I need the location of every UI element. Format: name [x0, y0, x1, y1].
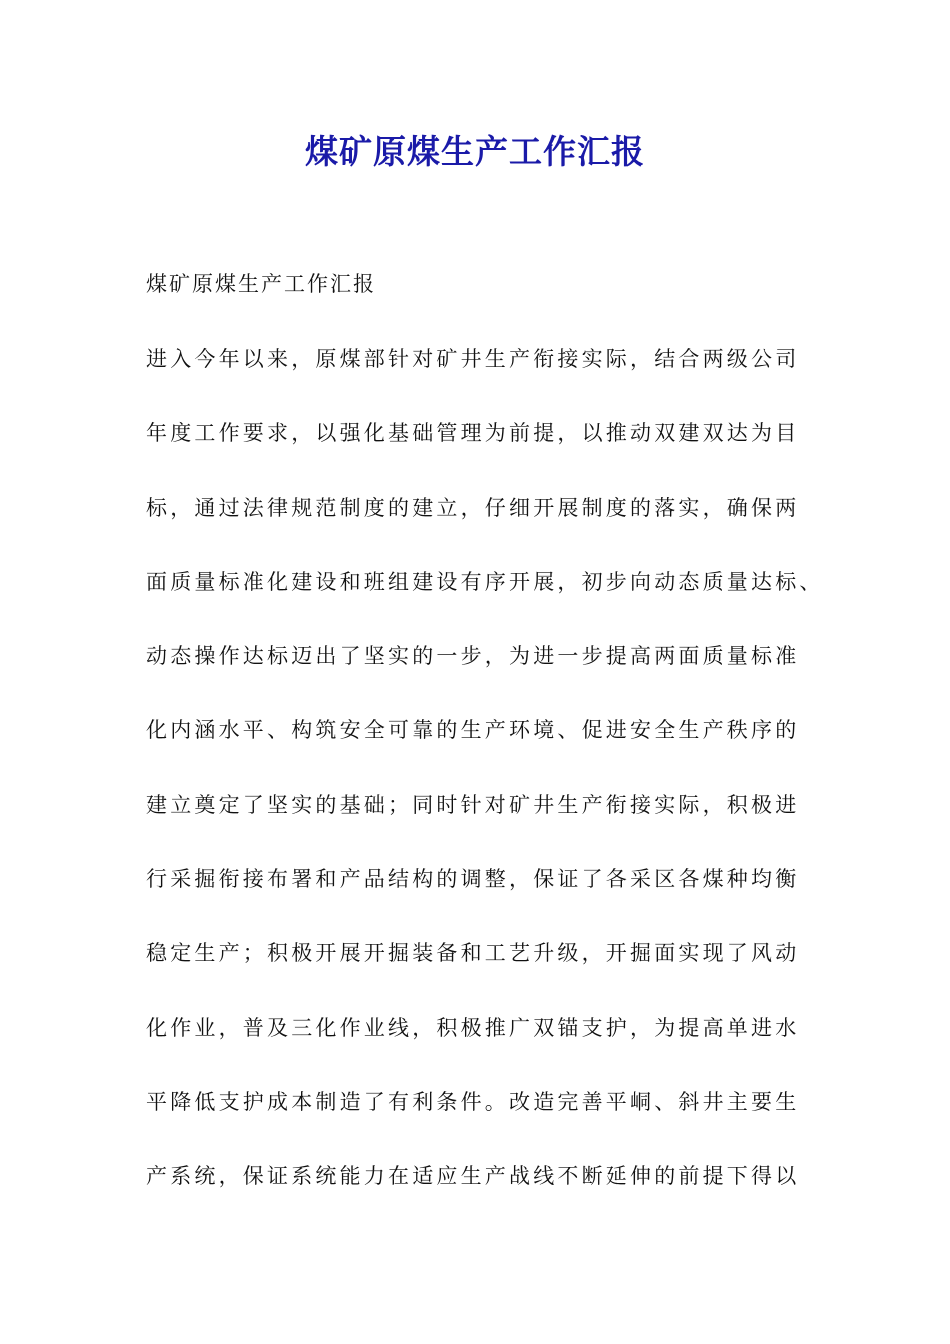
body-line-12: 产系统，保证系统能力在适应生产战线不断延伸的前提下得以	[146, 1164, 800, 1189]
body-line-7: 建立奠定了坚实的基础；同时针对矿井生产衔接实际，积极进	[146, 792, 800, 817]
body-line-3: 标，通过法律规范制度的建立，仔细开展制度的落实，确保两	[146, 495, 800, 520]
document-subtitle: 煤矿原煤生产工作汇报	[146, 272, 376, 296]
body-line-11: 平降低支护成本制造了有利条件。改造完善平峒、斜井主要生	[146, 1089, 800, 1114]
body-line-2: 年度工作要求，以强化基础管理为前提，以推动双建双达为目	[146, 421, 800, 446]
body-line-8: 行采掘衔接布署和产品结构的调整，保证了各采区各煤种均衡	[146, 867, 800, 892]
body-line-5: 动态操作达标迈出了坚实的一步，为进一步提高两面质量标准	[146, 644, 800, 669]
body-line-9: 稳定生产；积极开展开掘装备和工艺升级，开掘面实现了风动	[146, 941, 800, 966]
document-body	[146, 341, 846, 1233]
body-line-6: 化内涵水平、构筑安全可靠的生产环境、促进安全生产秩序的	[146, 718, 800, 743]
body-line-1: 进入今年以来，原煤部针对矿井生产衔接实际，结合两级公司	[146, 347, 800, 371]
body-line-4: 面质量标准化建设和班组建设有序开展，初步向动态质量达标、	[146, 569, 824, 594]
body-line-10: 化作业，普及三化作业线，积极推广双锚支护，为提高单进水	[146, 1015, 800, 1040]
document-title: 煤矿原煤生产工作汇报	[305, 132, 645, 171]
